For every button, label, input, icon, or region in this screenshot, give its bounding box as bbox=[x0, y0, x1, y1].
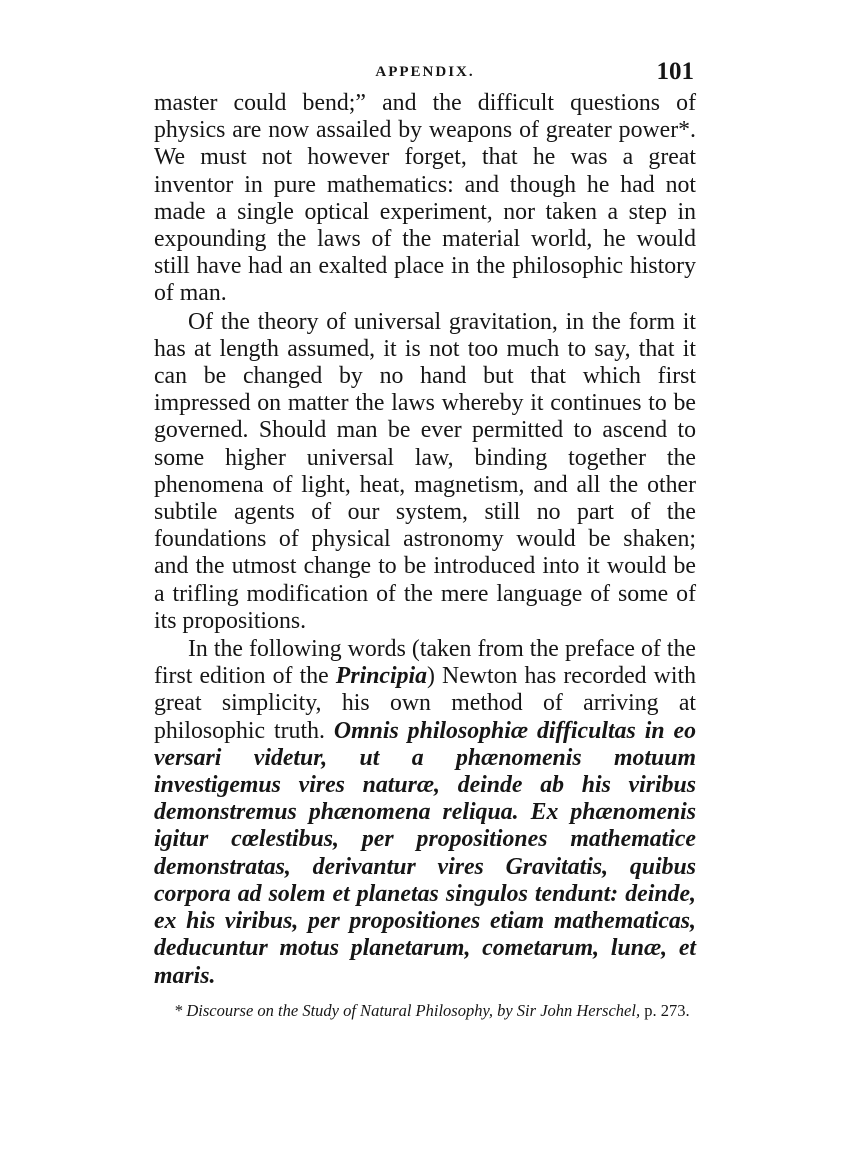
footnote-page-reference: p. 273. bbox=[644, 1000, 690, 1020]
book-page bbox=[154, 58, 696, 1021]
paragraph-intro-text-continued: ) Newton has recorded with great simplicity, his own method of arriving at philosophic truth. bbox=[154, 663, 696, 744]
footnote bbox=[154, 1000, 696, 1021]
paragraph-newton-method bbox=[154, 636, 696, 990]
footnote-text: * Discourse on the Study of Natural Philosophy, by Sir John Herschel, bbox=[174, 1000, 645, 1020]
running-title: APPENDIX. bbox=[375, 64, 475, 80]
paragraph-continuation: master could bend;” and the difficult questions of physics are now assailed by weapons of greater power*. We must not however forget, that he was a great inventor in pure mathematics: and though he had not made a single optical experiment, nor taken a step in expounding the laws of the material world, he would still have had an exalted place in the philosophic history of man. bbox=[154, 90, 696, 307]
page-header bbox=[154, 58, 696, 90]
paragraph-universal-gravitation: Of the theory of universal gravitation, in the form it has at length assumed, it is not too much to say, that it can be changed by no hand but that which first impressed on matter the laws whereby it continues to be governed. Should man be ever permitted to ascend to some higher universal law, binding together the phenomena of light, heat, magnetism, and all the other subtile agents of our system, still no part of the foundations of physical astronomy would be shaken; and the utmost change to be introduced into it would be a trifling modification of the mere language of some of its propositions. bbox=[154, 308, 696, 634]
page-number: 101 bbox=[656, 58, 694, 85]
paragraph-intro-text: In the following words (taken from the preface of the first edition of the bbox=[154, 636, 696, 690]
latin-quotation: Omnis philosophiæ difficultas in eo versari videtur, ut a phænomenis motuum investigemus vires naturæ, deinde ab his viribus demonstremus phænomena reliqua. Ex phænomenis igitur cœlestibus, per propositiones mathematice demonstratas, derivantur vires Gravitatis, quibus corpora ad solem et planetas singulos tendunt: deinde, ex his viribus, per propositiones etiam mathematicas, deducuntur motus planetarum, cometarum, lunæ, et maris. bbox=[154, 717, 696, 989]
book-title-principia: Principia bbox=[335, 663, 428, 690]
